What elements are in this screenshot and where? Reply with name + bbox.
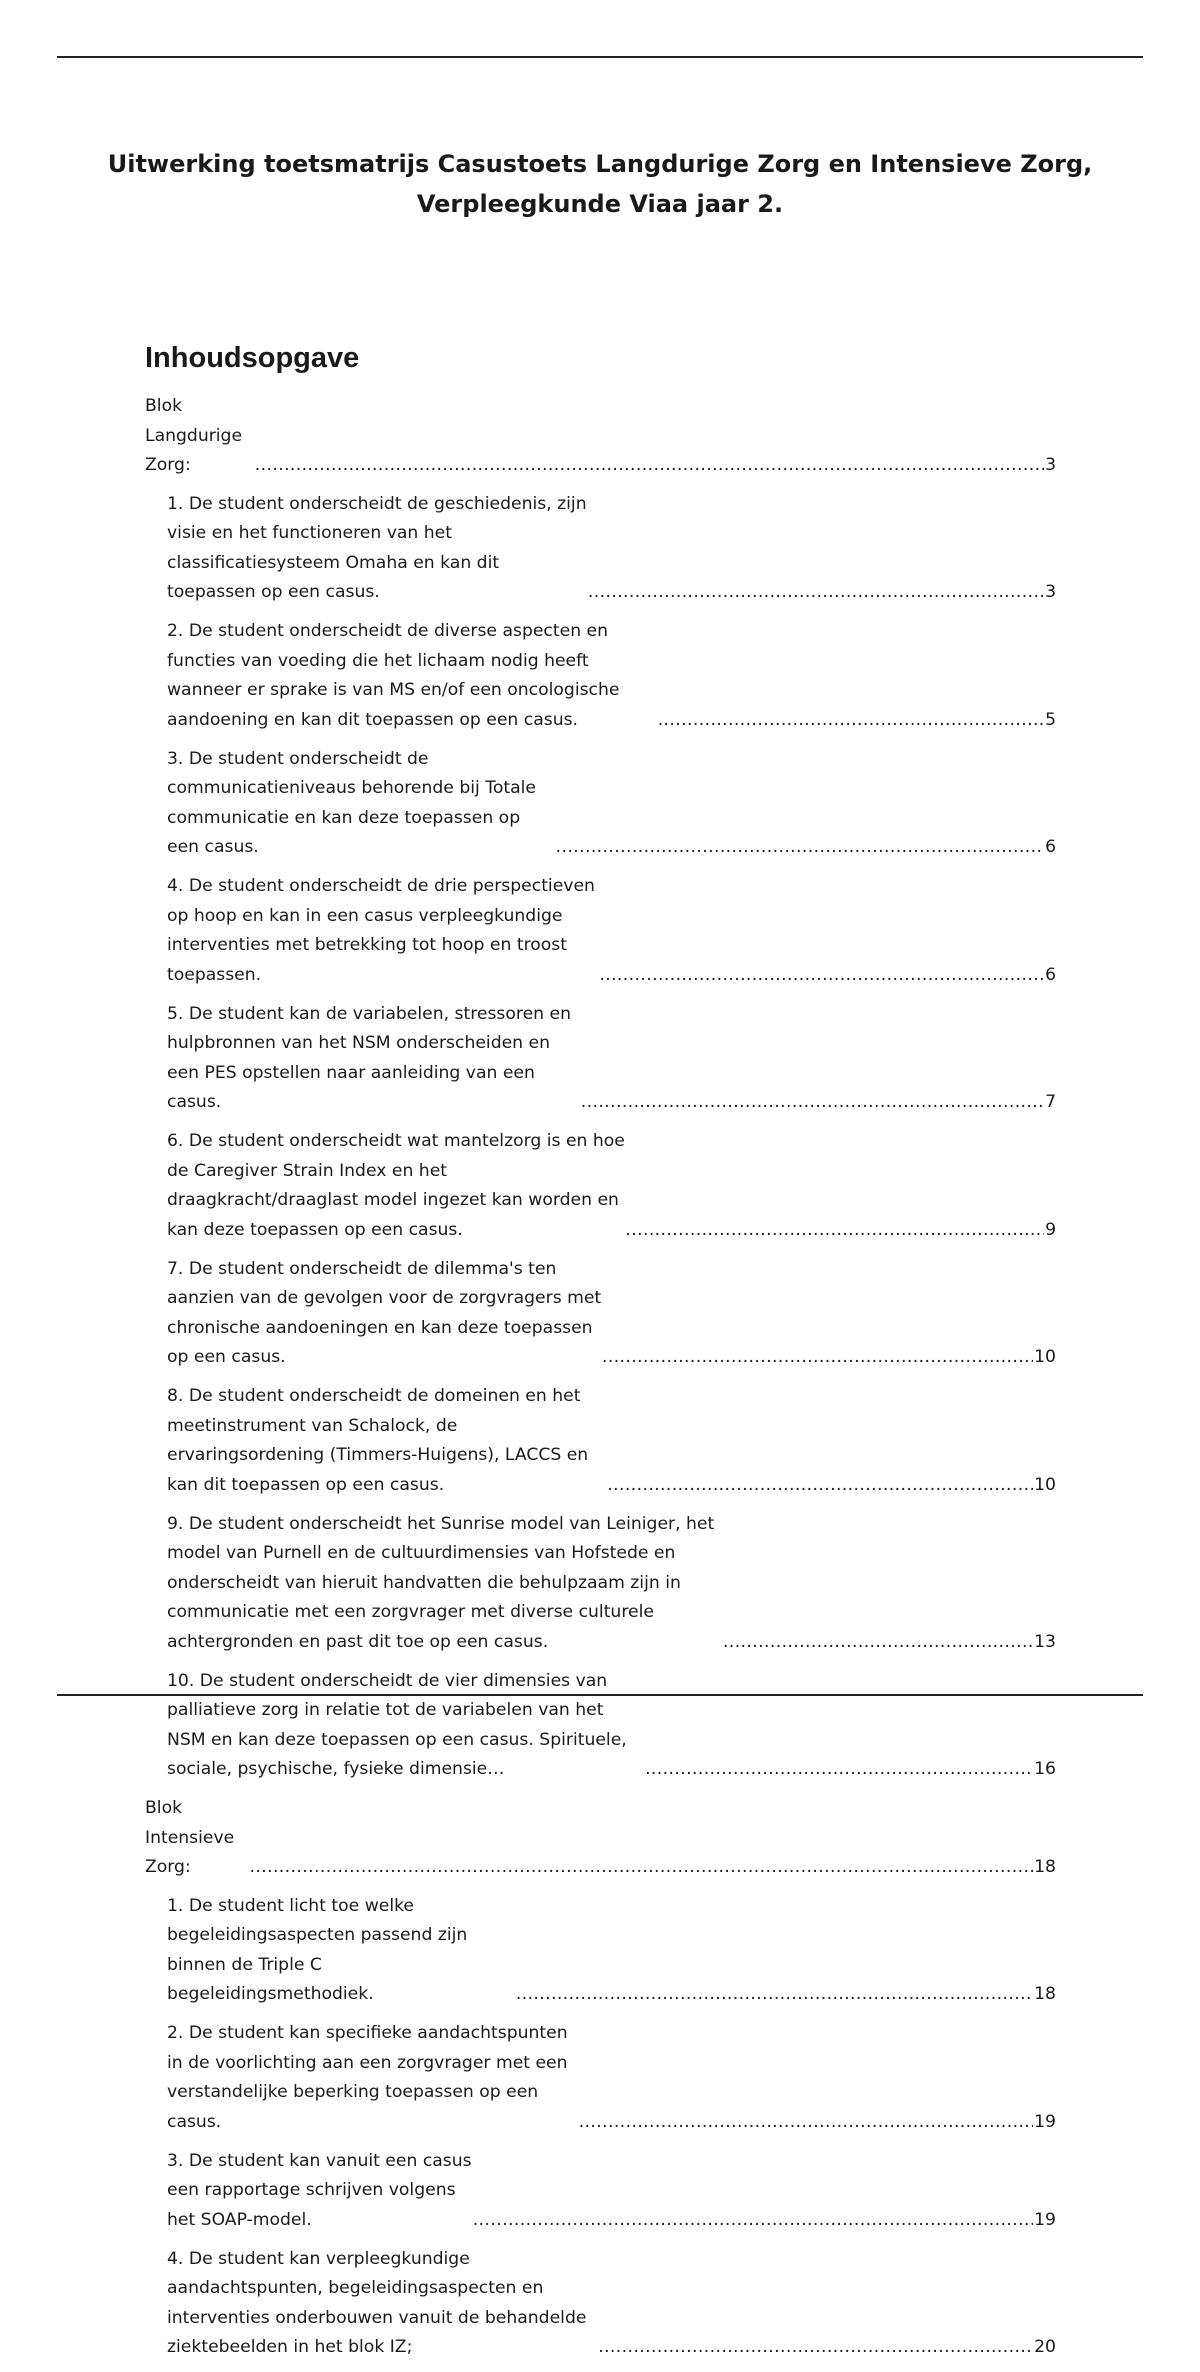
toc-item-entry[interactable]	[145, 2147, 1056, 2236]
toc-entry-label: 10. De student onderscheidt de vier dimensies van palliatieve zorg in relatie tot de variabelen van het NSM en kan deze toepassen op een casus. Spirituele, sociale, psychische, fysieke dimensie…	[167, 1670, 627, 1779]
toc-page-number: 13	[1034, 1631, 1056, 1652]
table-of-contents	[145, 392, 1056, 2372]
toc-page-number: 6	[1045, 837, 1056, 857]
toc-page-number: 18	[1034, 1984, 1056, 2004]
header-rule	[57, 56, 1143, 58]
toc-item-entry[interactable]	[145, 1892, 1056, 2010]
dot-leader	[255, 451, 1044, 481]
toc-item-entry[interactable]	[145, 745, 1056, 863]
footer-rule	[57, 1694, 1143, 1696]
toc-entry-label: 3. De student kan vanuit een casus een rapportage schrijven volgens het SOAP-model.	[167, 2150, 472, 2230]
dot-leader	[579, 2108, 1033, 2138]
toc-section-entry[interactable]	[145, 1794, 1056, 1883]
toc-entry-label: 2. De student kan specifieke aandachtspunten in de voorlichting aan een zorgvrager met een verstandelijke beperking toepassen op een casus.	[167, 2023, 568, 2132]
toc-page-number: 10	[1034, 1347, 1056, 1367]
toc-page-number: 20	[1034, 2337, 1056, 2357]
toc-item-entry[interactable]	[145, 490, 1056, 608]
dot-leader	[599, 961, 1044, 991]
document-title	[100, 144, 1100, 224]
toc-item-entry[interactable]	[145, 872, 1056, 990]
dot-leader	[473, 2206, 1033, 2236]
toc-entry-label: 2. De student onderscheidt de diverse aspecten en functies van voeding die het lichaam nodig heeft wanneer er sprake is van MS en/of een oncologische aandoening en kan dit toepassen op een casus.	[167, 621, 620, 730]
toc-page-number: 19	[1034, 2111, 1056, 2132]
toc-page-number: 9	[1045, 1219, 1056, 1240]
dot-leader	[516, 1980, 1033, 2010]
toc-entry-label: 8. De student onderscheidt de domeinen en het meetinstrument van Schalock, de ervaringsordening (Timmers-Huigens), LACCS en kan dit toepassen op een casus.	[167, 1386, 589, 1495]
toc-page-number: 3	[1045, 582, 1056, 602]
toc-page-number: 10	[1034, 1474, 1056, 1495]
toc-entry-label: 5. De student kan de variabelen, stressoren en hulpbronnen van het NSM onderscheiden en een PES opstellen naar aanleiding van een casus.	[167, 1003, 571, 1112]
toc-item-entry[interactable]	[145, 1000, 1056, 1118]
toc-entry-label: 3. De student onderscheidt de communicatieniveaus behorende bij Totale communicatie en kan deze toepassen op een casus.	[167, 748, 536, 857]
toc-page-number: 3	[1045, 455, 1056, 475]
toc-item-entry[interactable]	[145, 2019, 1056, 2137]
toc-page-number: 19	[1034, 2209, 1056, 2230]
toc-item-entry[interactable]	[145, 1382, 1056, 1500]
toc-item-entry[interactable]	[145, 1510, 1056, 1658]
toc-entry-label: 7. De student onderscheidt de dilemma's ten aanzien van de gevolgen voor de zorgvragers met chronische aandoeningen en kan deze toepassen op een casus.	[167, 1258, 602, 1367]
toc-item-entry[interactable]	[145, 1667, 1056, 1785]
dot-leader	[602, 1343, 1033, 1373]
toc-entry-label: 1. De student onderscheidt de geschiedenis, zijn visie en het functioneren van het classificatiesysteem Omaha en kan dit toepassen op een casus.	[167, 493, 587, 602]
dot-leader	[607, 1471, 1033, 1501]
toc-page-number: 6	[1045, 964, 1056, 985]
toc-entry-label: 6. De student onderscheidt wat mantelzorg is en hoe de Caregiver Strain Index en het draagkracht/draaglast model ingezet kan worden en kan deze toepassen op een casus.	[167, 1131, 625, 1240]
toc-entry-label: Blok Intensieve Zorg:	[145, 1798, 235, 1877]
toc-item-entry[interactable]	[145, 1255, 1056, 1373]
toc-entry-label: 9. De student onderscheidt het Sunrise model van Leiniger, het model van Purnell en de cultuurdimensies van Hofstede en onderscheidt van hieruit handvatten die behulpzaam zijn in communicatie met een zorgvrager met diverse culturele achtergronden en past dit toe op een casus.	[167, 1513, 715, 1652]
toc-entry-label: 4. De student kan verpleegkundige aandachtspunten, begeleidingsaspecten en interventies onderbouwen vanuit de behandelde ziektebeelden in het blok IZ;	[167, 2248, 587, 2357]
toc-page-number: 16	[1034, 1759, 1056, 1779]
dot-leader	[645, 1755, 1033, 1785]
toc-item-entry[interactable]	[145, 2245, 1056, 2363]
dot-leader	[598, 2333, 1033, 2363]
toc-heading: Inhoudsopgave	[145, 342, 360, 374]
dot-leader	[249, 1853, 1033, 1883]
toc-page-number: 18	[1034, 1857, 1056, 1877]
dot-leader	[625, 1216, 1044, 1246]
toc-entry-label: Blok Langdurige Zorg:	[145, 396, 243, 475]
toc-entry-label: 4. De student onderscheidt de drie perspectieven op hoop en kan in een casus verpleegkundige interventies met betrekking tot hoop en troost toepassen.	[167, 876, 595, 985]
document-title-line-1: Uitwerking toetsmatrijs Casustoets Langdurige Zorg en Intensieve Zorg,	[107, 150, 1093, 178]
document-title-line-2: Verpleegkunde Viaa jaar 2.	[416, 190, 784, 218]
dot-leader	[658, 706, 1044, 736]
dot-leader	[556, 833, 1044, 863]
toc-section-entry[interactable]	[145, 392, 1056, 481]
toc-item-entry[interactable]	[145, 617, 1056, 735]
toc-item-entry[interactable]	[145, 1127, 1056, 1245]
toc-page-number: 7	[1045, 1092, 1056, 1112]
toc-entry-label: 1. De student licht toe welke begeleidingsaspecten passend zijn binnen de Triple C begeleidingsmethodiek.	[167, 1895, 468, 2004]
dot-leader	[588, 578, 1044, 608]
toc-page-number: 5	[1045, 709, 1056, 730]
dot-leader	[581, 1088, 1044, 1118]
dot-leader	[723, 1628, 1033, 1658]
